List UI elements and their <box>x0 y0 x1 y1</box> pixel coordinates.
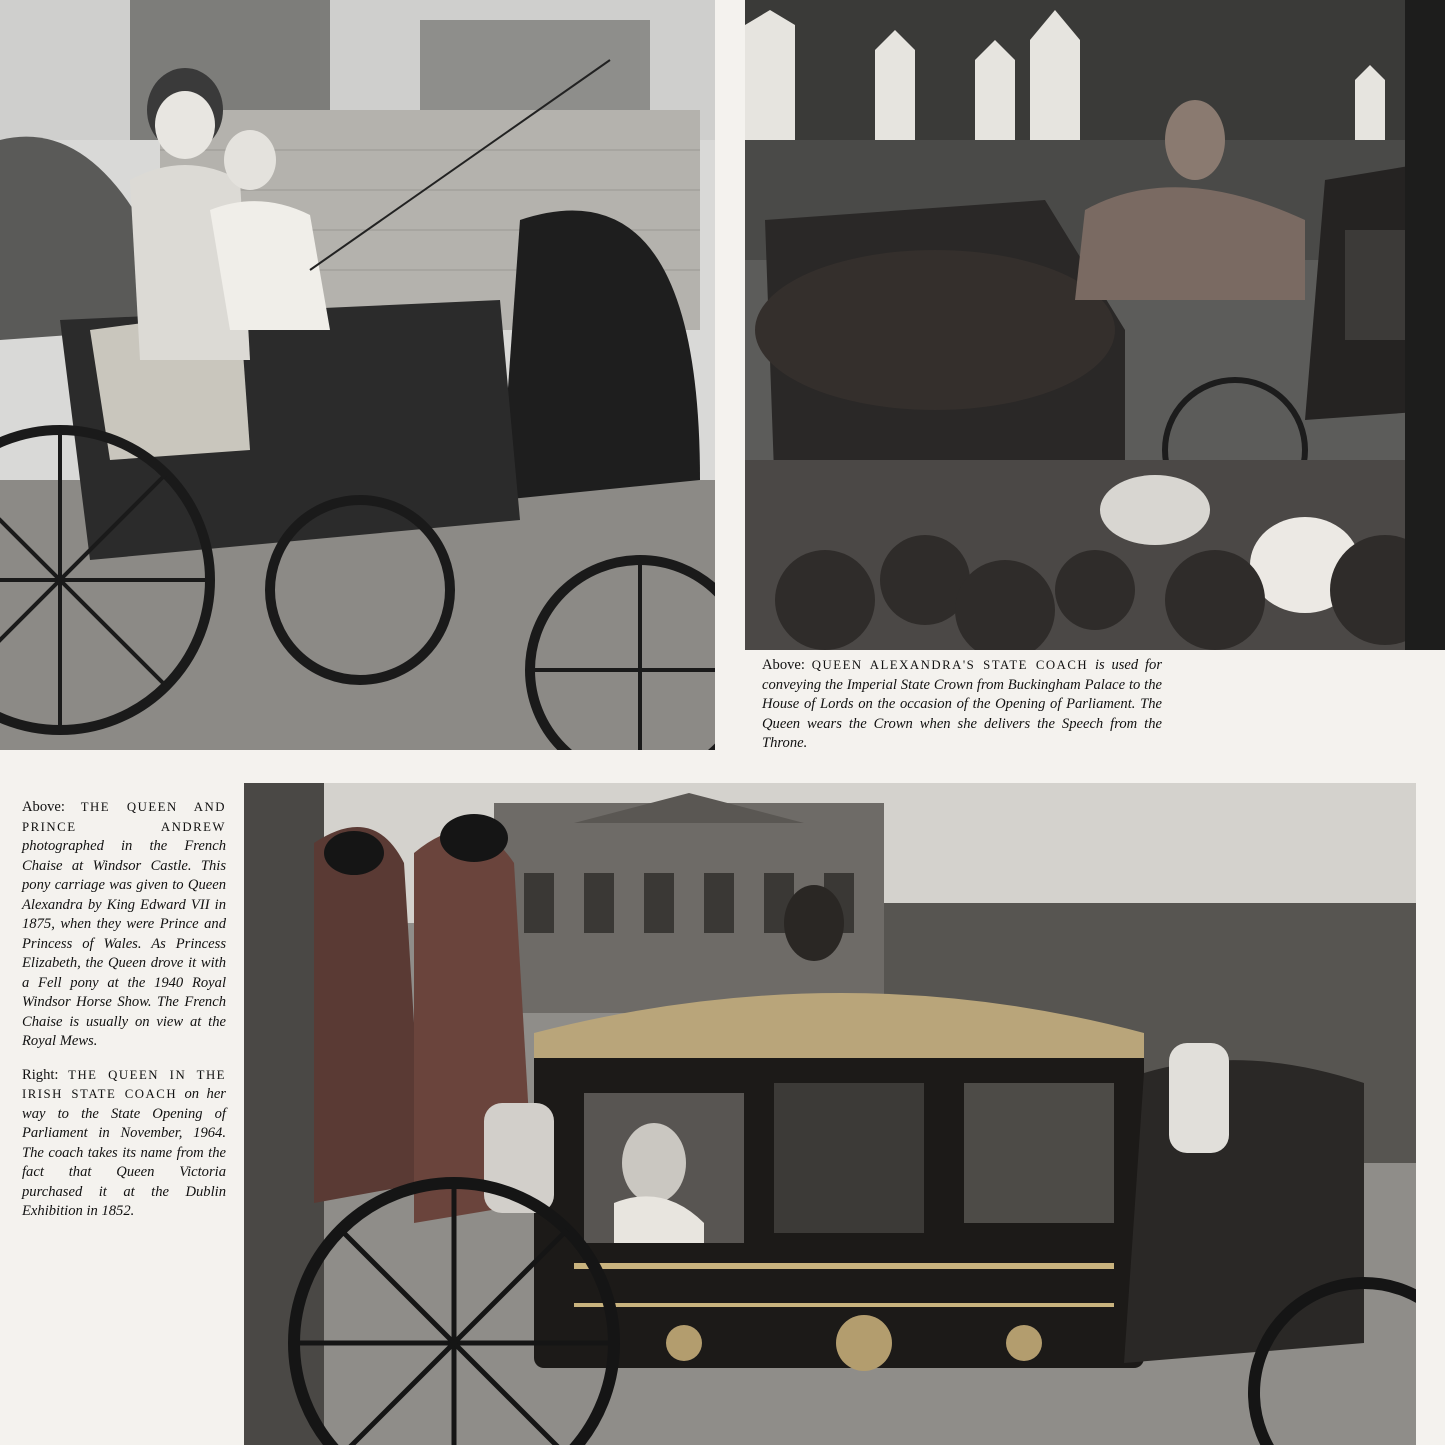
caption-lead: Above: <box>22 799 65 815</box>
photo-french-chaise <box>0 0 715 750</box>
caption-french-chaise <box>22 798 226 1052</box>
caption-alexandra-coach <box>762 656 1162 754</box>
caption-irish-coach <box>22 1066 226 1222</box>
caption-column-left <box>22 798 226 1236</box>
caption-body: is used for conveying the Imperial State Crown from Buckingham Palace to the House of Lords on the occasion of the Opening of Parliament. The Queen wears the Crown when she delivers the Speech from the Throne. <box>762 657 1163 751</box>
caption-caps: QUEEN ALEXANDRA'S STATE COACH <box>811 658 1089 672</box>
caption-lead: Above: <box>762 657 805 673</box>
irish-coach-image <box>244 783 1416 1445</box>
alexandra-coach-image <box>745 0 1445 650</box>
caption-caps: THE QUEEN IN THE IRISH STATE COACH <box>22 1067 226 1101</box>
photo-irish-state-coach <box>244 783 1416 1445</box>
caption-body: photographed in the French Chaise at Windsor Castle. This pony carriage was given to Queen Alexandra by King Edward VII in 1875, when they were Prince and Princess of Wales. As Princess Elizabeth, the Queen drove it with a Fell pony at the 1940 Royal Windsor Horse Show. The French Chaise is usually on view at the Royal Mews. <box>22 838 226 1049</box>
caption-body: on her way to the State Opening of Parliament in November, 1964. The coach takes its name from the fact that Queen Victoria purchased it at the Dublin Exhibition in 1852. <box>22 1086 226 1219</box>
caption-caps: THE QUEEN AND PRINCE ANDREW <box>22 800 226 834</box>
photo-alexandra-state-coach <box>745 0 1445 650</box>
caption-lead: Right: <box>22 1066 59 1083</box>
french-chaise-image <box>0 0 715 750</box>
